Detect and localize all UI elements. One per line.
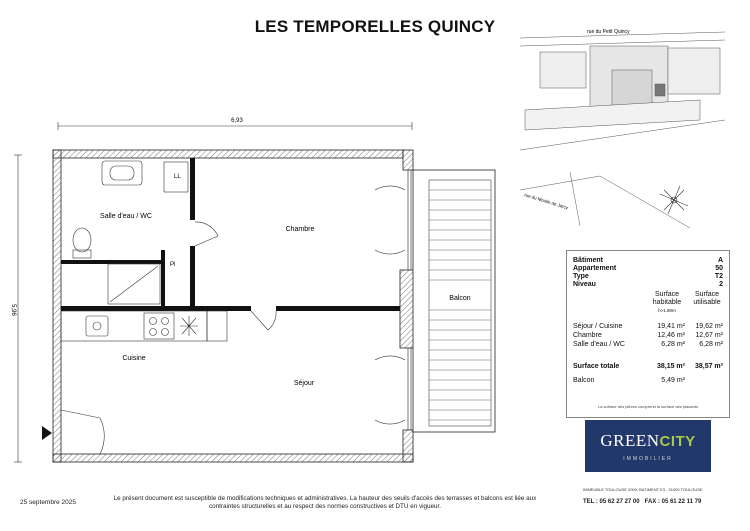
room-row: Salle d'eau / WC 6,28 m² 6,28 m² bbox=[573, 341, 723, 348]
dimension-height-label: 5,96 bbox=[10, 304, 16, 316]
entrance-arrow-icon bbox=[42, 426, 52, 440]
laundry-label: LL bbox=[174, 174, 181, 180]
room-label-chambre: Chambre bbox=[285, 226, 315, 233]
dimension-width-label: 6,93 bbox=[231, 118, 243, 124]
street-left-label: rue du Moulin de Jarcy bbox=[523, 192, 569, 211]
disclaimer: Le présent document est susceptible de modifications techniques et administratives. La hauteur des seuils d'accès des terrasses et balcons est liée aux contraintes structurelles et au respect des normes constructives et DTU en vigueur. bbox=[113, 495, 537, 510]
room-label-salle-eau: Salle d'eau / WC bbox=[100, 213, 152, 220]
room-label-balcon: Balcon bbox=[449, 295, 471, 302]
column-header-habitable: Surface habitable h>1.80m bbox=[652, 291, 682, 313]
bathroom-fixtures bbox=[73, 161, 188, 304]
street-top-label: rue du Petit Quincy bbox=[587, 29, 630, 35]
info-row: Niveau 2 bbox=[573, 281, 723, 288]
document-date: 25 septembre 2025 bbox=[20, 499, 77, 506]
page-title: LES TEMPORELLES QUINCY bbox=[254, 17, 496, 36]
dimension-width bbox=[58, 118, 412, 130]
logo-subtitle: IMMOBILIER bbox=[623, 456, 673, 462]
contact-line: TEL : 05 62 27 27 00 FAX : 05 61 22 11 79 bbox=[583, 499, 702, 505]
total-row: Surface totale 38,15 m² 38,57 m² bbox=[573, 363, 723, 370]
cupboard-label: Pl bbox=[170, 262, 176, 268]
column-header-utilisable: Surface utilisable bbox=[693, 291, 721, 306]
room-label-cuisine: Cuisine bbox=[122, 355, 146, 362]
info-row: Appartement 50 bbox=[573, 265, 723, 272]
table-footnote: La surface des pièces comprend la surface des placards bbox=[597, 404, 699, 409]
kitchen-fixtures bbox=[61, 311, 227, 341]
room-row: Séjour / Cuisine 19,41 m² 19,62 m² bbox=[573, 323, 723, 330]
logo-text: GREENCITY bbox=[600, 431, 696, 450]
walls bbox=[53, 150, 416, 462]
greencity-logo bbox=[585, 420, 711, 472]
balcon-row: Balcon 5,49 m² bbox=[573, 377, 685, 384]
info-row: Type T2 bbox=[573, 273, 723, 280]
company-address: IMMEUBLE TOULOUSE 2000, BATIMENT E3 - 31000 TOULOUSE bbox=[583, 487, 703, 492]
surface-table bbox=[566, 250, 730, 418]
site-plan bbox=[515, 22, 729, 230]
dimension-height bbox=[10, 155, 22, 462]
room-row: Chambre 12,46 m² 12,67 m² bbox=[573, 332, 723, 339]
info-row: Bâtiment A bbox=[573, 257, 723, 264]
doors bbox=[61, 186, 405, 454]
room-label-sejour: Séjour bbox=[293, 380, 315, 387]
